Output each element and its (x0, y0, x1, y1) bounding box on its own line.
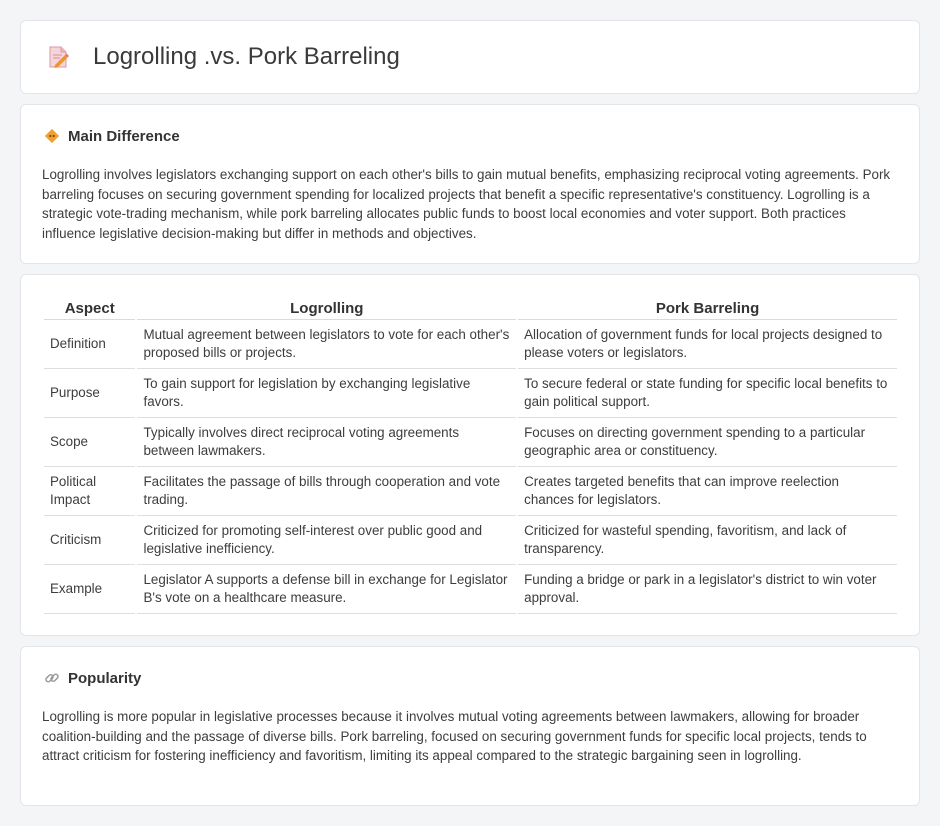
table-header-row (44, 295, 897, 320)
logrolling-cell: Legislator A supports a defense bill in exchange for Legislator B's vote on a healthcare measure. (137, 565, 516, 614)
pork-barreling-cell: Allocation of government funds for local projects designed to please voters or legislators. (518, 320, 897, 369)
diamond-icon (43, 127, 61, 145)
page-title: Logrolling .vs. Pork Barreling (93, 43, 400, 70)
main-difference-card (20, 104, 920, 264)
main-difference-heading-row (43, 127, 180, 145)
document-edit-icon (45, 44, 71, 70)
comparison-table (42, 295, 899, 614)
table-row (44, 369, 897, 418)
logrolling-cell: Mutual agreement between legislators to vote for each other's proposed bills or projects. (137, 320, 516, 369)
aspect-cell: Definition (44, 320, 135, 369)
aspect-cell: Political Impact (44, 467, 135, 516)
comparison-card (20, 274, 920, 636)
popularity-text: Logrolling is more popular in legislative processes because it involves mutual voting agreements between lawmakers, allowing for broader coalition-building and the passage of diverse bills. Pork barreling, focused on securing government funds for specific local projects, tends to attract criticism for fostering inefficiency and favoritism, limiting its appeal compared to the strategic bargaining seen in logrolling. (42, 709, 867, 763)
popularity-card (20, 646, 920, 806)
table-row (44, 418, 897, 467)
popularity-heading: Popularity (68, 669, 142, 687)
aspect-cell: Scope (44, 418, 135, 467)
logrolling-cell: Typically involves direct reciprocal voting agreements between lawmakers. (137, 418, 516, 467)
main-difference-heading: Main Difference (68, 127, 180, 145)
table-row (44, 320, 897, 369)
table-row (44, 565, 897, 614)
logrolling-cell: Criticized for promoting self-interest over public good and legislative inefficiency. (137, 516, 516, 565)
logrolling-cell: To gain support for legislation by exchanging legislative favors. (137, 369, 516, 418)
pork-barreling-cell: Focuses on directing government spending to a particular geographic area or constituency. (518, 418, 897, 467)
logrolling-cell: Facilitates the passage of bills through cooperation and vote trading. (137, 467, 516, 516)
link-icon (43, 669, 61, 687)
table-row (44, 516, 897, 565)
aspect-cell: Purpose (44, 369, 135, 418)
main-difference-text: Logrolling involves legislators exchanging support on each other's bills to gain mutual benefits, emphasizing reciprocal voting agreements. Pork barreling focuses on securing government spending for localized projects that benefit a specific representative's constituency. Logrolling is a strategic vote-trading mechanism, while pork barreling allocates public funds to boost local economies and voter support. Both practices influence legislative decision-making but differ in methods and objectives. (42, 167, 891, 241)
header-card (20, 20, 920, 94)
pork-barreling-cell: Funding a bridge or park in a legislator's district to win voter approval. (518, 565, 897, 614)
header-aspect: Aspect (44, 295, 135, 320)
title-row (45, 43, 400, 71)
header-pork-barreling: Pork Barreling (518, 295, 897, 320)
popularity-heading-row (43, 669, 141, 687)
header-logrolling: Logrolling (137, 295, 516, 320)
table-row (44, 467, 897, 516)
aspect-cell: Criticism (44, 516, 135, 565)
aspect-cell: Example (44, 565, 135, 614)
pork-barreling-cell: To secure federal or state funding for specific local benefits to gain political support. (518, 369, 897, 418)
pork-barreling-cell: Creates targeted benefits that can improve reelection chances for legislators. (518, 467, 897, 516)
pork-barreling-cell: Criticized for wasteful spending, favoritism, and lack of transparency. (518, 516, 897, 565)
